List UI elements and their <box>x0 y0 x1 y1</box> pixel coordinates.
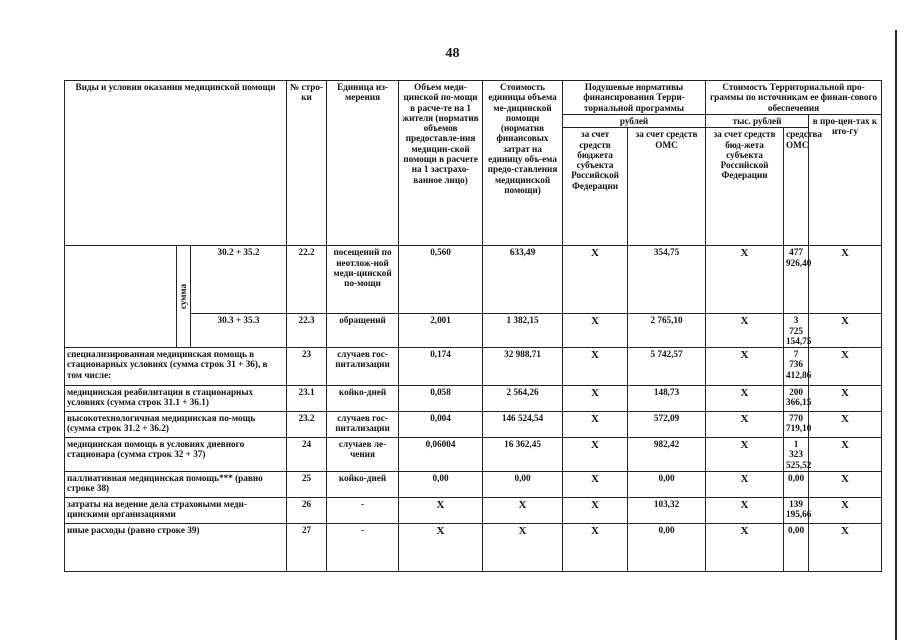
row-unit: обращений <box>327 314 399 348</box>
row-cost: Х <box>483 524 563 572</box>
row-desc: затраты на ведение дела страховыми меди-цинскими организациями <box>65 498 287 524</box>
row-volume: Х <box>399 524 483 572</box>
row-desc: паллиативная медицинская помощь*** (равно строке 38) <box>65 472 287 498</box>
row-percent: Х <box>809 348 882 386</box>
row-oms-norm: 5 742,57 <box>628 348 706 386</box>
header-budget-source: за счет средств бюджета субъекта Российской Федерации <box>563 128 628 246</box>
row-oms-cost: 3 725 154,75 <box>784 314 809 348</box>
row-desc: специализированная медицинская помощь в стационарных условиях (сумма строк 31 + 36), в том числе: <box>65 348 287 386</box>
row-oms-cost: 200 366,15 <box>784 386 809 412</box>
row-percent: Х <box>809 246 882 314</box>
row-desc: 30.3 + 35.3 <box>191 314 287 348</box>
row-cost: Х <box>483 498 563 524</box>
row-unit: - <box>327 498 399 524</box>
row-budget-norm: Х <box>563 524 628 572</box>
header-volume: Объем меди-цинской по-мощи в расче-те на 1 жителя (норматив объемов предоставле-ния медицин-ской помощи в расчете на 1 застрахо-ванное лицо) <box>399 81 483 246</box>
summa-cell <box>177 246 191 348</box>
table-row <box>65 386 882 412</box>
row-budget-norm: Х <box>563 386 628 412</box>
row-budget-norm: Х <box>563 314 628 348</box>
header-unit-thousand-rubles: тыс. рублей <box>706 115 809 128</box>
row-budget-cost: Х <box>706 348 784 386</box>
row-num: 23 <box>287 348 327 386</box>
page-edge-rule <box>895 30 897 640</box>
row-oms-norm: 0,00 <box>628 524 706 572</box>
row-budget-cost: Х <box>706 314 784 348</box>
row-budget-norm: Х <box>563 348 628 386</box>
row-num: 25 <box>287 472 327 498</box>
row-unit: случаев гос-питализации <box>327 412 399 438</box>
row-num: 26 <box>287 498 327 524</box>
row-budget-cost: Х <box>706 524 784 572</box>
row-oms-cost: 477 926,40 <box>784 246 809 314</box>
header-kinds: Виды и условия оказания медицинской помощи <box>65 81 287 246</box>
row-cost: 633,49 <box>483 246 563 314</box>
row-volume: 0,06004 <box>399 438 483 472</box>
row-oms-norm: 572,09 <box>628 412 706 438</box>
row-budget-cost: Х <box>706 472 784 498</box>
row-percent: Х <box>809 412 882 438</box>
table-row <box>65 524 882 572</box>
row-oms-cost: 0,00 <box>784 472 809 498</box>
table-row <box>65 412 882 438</box>
header-unit-cost: Стоимость единицы объема ме-дицинской помощи (норматив финансовых затрат на единицу объ-ема предо-ставления медицинской помощи) <box>483 81 563 246</box>
header-program-cost: Стоимость Территориальной про-граммы по источникам ее финан-сового обеспечения <box>706 81 882 115</box>
blank-indent-cell <box>65 246 177 348</box>
row-cost: 1 382,15 <box>483 314 563 348</box>
row-unit: - <box>327 524 399 572</box>
row-oms-norm: 148,73 <box>628 386 706 412</box>
row-desc: 30.2 + 35.2 <box>191 246 287 314</box>
row-cost: 16 362,45 <box>483 438 563 472</box>
financing-table <box>64 80 882 572</box>
table-row <box>65 498 882 524</box>
row-num: 22.2 <box>287 246 327 314</box>
row-num: 22.3 <box>287 314 327 348</box>
row-budget-norm: Х <box>563 472 628 498</box>
row-oms-norm: 982,42 <box>628 438 706 472</box>
row-num: 24 <box>287 438 327 472</box>
page-number: 48 <box>445 46 460 61</box>
row-desc: медицинская реабилитация в стационарных условиях (сумма строк 31.1 + 36.1) <box>65 386 287 412</box>
row-percent: Х <box>809 314 882 348</box>
row-num: 23.2 <box>287 412 327 438</box>
row-oms-cost: 770 719,10 <box>784 412 809 438</box>
row-oms-norm: 354,75 <box>628 246 706 314</box>
row-percent: Х <box>809 498 882 524</box>
row-budget-norm: Х <box>563 412 628 438</box>
row-volume: 0,058 <box>399 386 483 412</box>
row-cost: 146 524,54 <box>483 412 563 438</box>
row-oms-norm: 2 765,10 <box>628 314 706 348</box>
table-row <box>65 438 882 472</box>
row-unit: случаев ле-чения <box>327 438 399 472</box>
row-oms-cost: 7 736 412,86 <box>784 348 809 386</box>
row-budget-cost: Х <box>706 412 784 438</box>
row-desc: иные расходы (равно строке 39) <box>65 524 287 572</box>
row-percent: Х <box>809 524 882 572</box>
row-volume: 0,004 <box>399 412 483 438</box>
row-oms-norm: 0,00 <box>628 472 706 498</box>
row-budget-cost: Х <box>706 246 784 314</box>
row-percent: Х <box>809 438 882 472</box>
row-budget-cost: Х <box>706 438 784 472</box>
row-volume: 0,174 <box>399 348 483 386</box>
row-budget-norm: Х <box>563 498 628 524</box>
row-volume: 0,560 <box>399 246 483 314</box>
table-row <box>65 348 882 386</box>
header-percent: в про-цен-тах к ито-гу <box>809 115 882 246</box>
row-percent: Х <box>809 472 882 498</box>
row-budget-norm: Х <box>563 438 628 472</box>
header-row-number: № стро-ки <box>287 81 327 246</box>
row-cost: 0,00 <box>483 472 563 498</box>
row-num: 23.1 <box>287 386 327 412</box>
header-row-1 <box>65 81 882 115</box>
row-oms-norm: 103,32 <box>628 498 706 524</box>
row-unit: койко-дней <box>327 386 399 412</box>
table-row <box>65 472 882 498</box>
header-unit-rubles: рублей <box>563 115 706 128</box>
row-oms-cost: 0,00 <box>784 524 809 572</box>
row-desc: медицинская помощь в условиях дневного стационара (сумма строк 32 + 37) <box>65 438 287 472</box>
row-unit: посещений по неотлож-ной меди-цинской по-мощи <box>327 246 399 314</box>
row-budget-cost: Х <box>706 386 784 412</box>
row-cost: 2 564,26 <box>483 386 563 412</box>
row-unit: случаев гос-питализации <box>327 348 399 386</box>
row-budget-cost: Х <box>706 498 784 524</box>
table-row <box>65 246 882 314</box>
row-volume: 0,00 <box>399 472 483 498</box>
summa-label: сумма <box>178 284 189 310</box>
header-budget-cost: за счет средств бюд-жета субъекта Российской Федерации <box>706 128 784 246</box>
header-per-capita: Подушевые нормативы финансирования Терри-ториальной программы <box>563 81 706 115</box>
header-oms-cost: средства ОМС <box>784 128 809 246</box>
row-volume: 2,001 <box>399 314 483 348</box>
row-unit: койко-дней <box>327 472 399 498</box>
row-percent: Х <box>809 386 882 412</box>
header-oms-source: за счет средств ОМС <box>628 128 706 246</box>
row-cost: 32 988,71 <box>483 348 563 386</box>
row-desc: высокотехнологичная медицинская по-мощь (сумма строк 31.2 + 36.2) <box>65 412 287 438</box>
header-unit: Единица из-мерения <box>327 81 399 246</box>
row-budget-norm: Х <box>563 246 628 314</box>
row-oms-cost: 139 195,66 <box>784 498 809 524</box>
row-num: 27 <box>287 524 327 572</box>
row-volume: Х <box>399 498 483 524</box>
row-oms-cost: 1 323 525,52 <box>784 438 809 472</box>
